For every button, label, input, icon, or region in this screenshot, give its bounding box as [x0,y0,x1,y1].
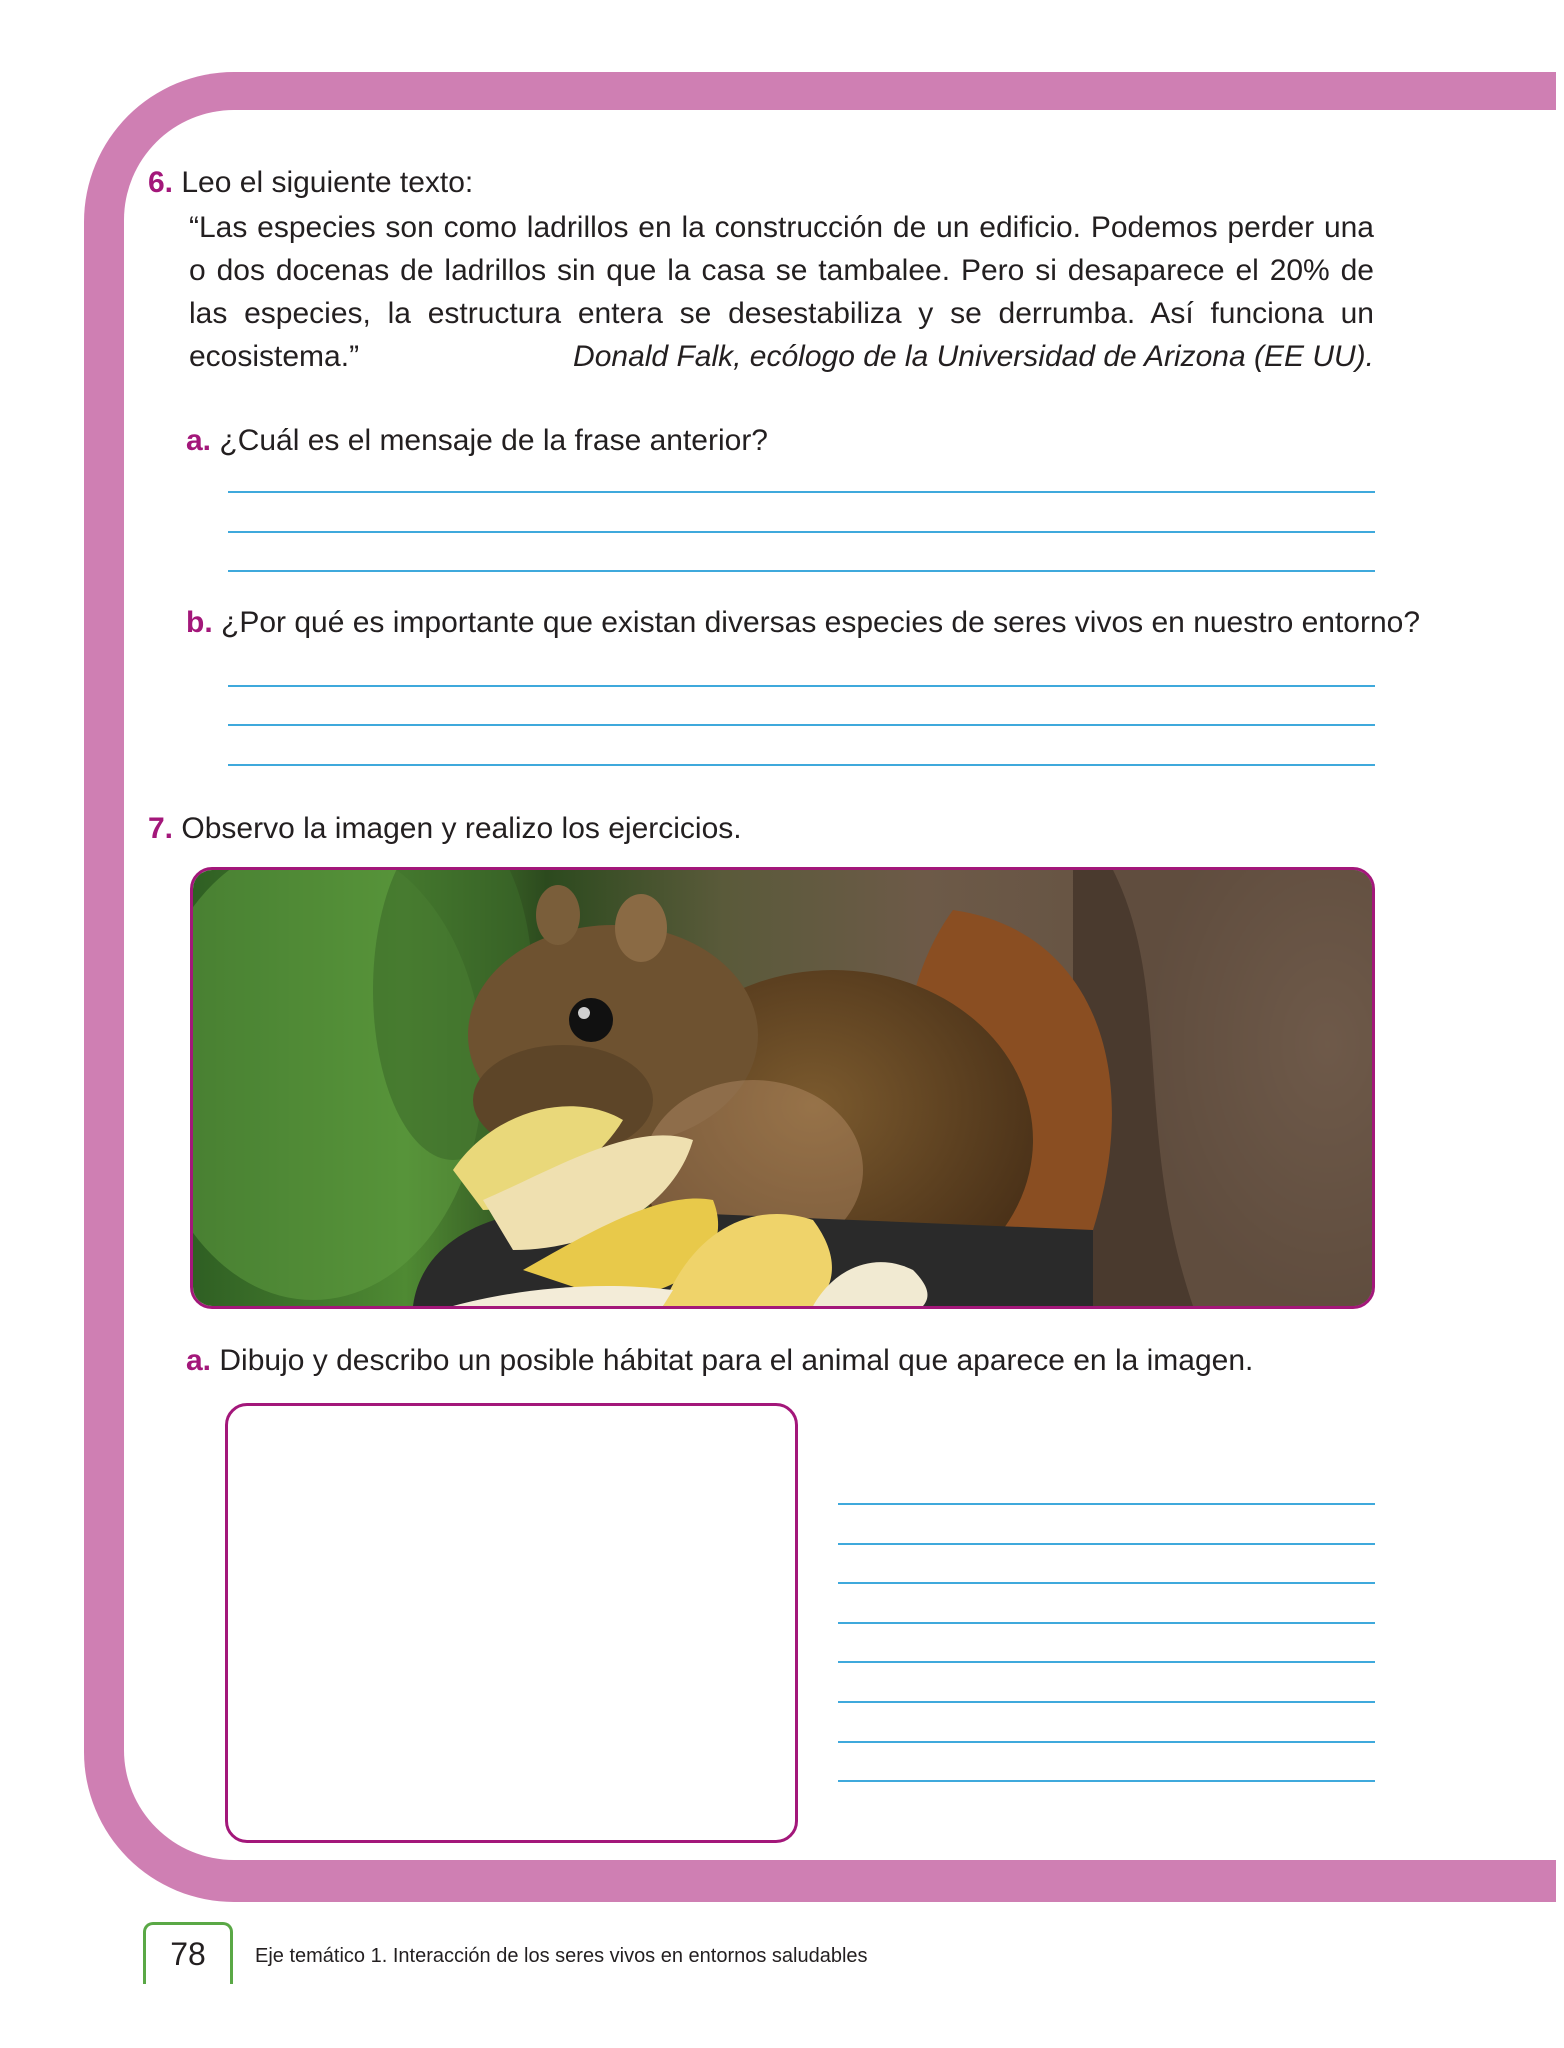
answer-line[interactable] [228,491,1375,493]
answer-line[interactable] [838,1543,1375,1545]
footer-text: Eje temático 1. Interacción de los seres vivos en entornos saludables [255,1945,868,1967]
question-7a-letter: a. [186,1344,212,1377]
answer-line[interactable] [228,685,1375,687]
question-6a-letter: a. [186,424,212,457]
question-7-title: Observo la imagen y realizo los ejercicios. [181,812,742,845]
answer-line[interactable] [228,764,1375,766]
question-6b-text: ¿Por qué es importante que existan diversas especies de seres vivos en nuestro entorno? [221,606,1421,639]
answer-line[interactable] [838,1780,1375,1782]
page-frame-edge [1556,72,1564,1902]
answer-line[interactable] [838,1701,1375,1703]
quote-author: Donald Falk, ecólogo de la Universidad de Arizona (EE UU). [573,340,1374,373]
answer-line[interactable] [838,1741,1375,1743]
answer-line[interactable] [228,570,1375,572]
answer-line[interactable] [228,724,1375,726]
question-6-title: Leo el siguiente texto: [181,166,474,199]
question-6a-text: ¿Cuál es el mensaje de la frase anterior? [219,424,768,457]
answer-line[interactable] [838,1661,1375,1663]
question-6-heading [148,162,473,204]
answer-line[interactable] [228,531,1375,533]
question-7a [186,1340,1253,1382]
drawing-box[interactable] [225,1403,798,1843]
question-6a [186,420,768,462]
page-number: 78 [143,1922,233,1984]
answer-line[interactable] [838,1503,1375,1505]
squirrel-illustration [193,870,1372,1306]
answer-line[interactable] [838,1582,1375,1584]
answer-line[interactable] [838,1622,1375,1624]
question-7-heading [148,808,742,850]
question-6b [186,602,1420,644]
quote-text: “Las especies son como ladrillos en la construcción de un edificio. Podemos perder una o dos docenas de ladrillos sin que la casa se tambalee. Pero si desaparece el 20% de las especies, la estructura entera se desestabiliza y se derrumba. Así funciona un ecosistema.” [189,211,1374,373]
question-7a-text: Dibujo y describo un posible hábitat para el animal que aparece en la imagen. [219,1344,1254,1377]
question-7-number: 7. [148,812,174,845]
question-6-number: 6. [148,166,174,199]
question-6b-letter: b. [186,606,213,639]
squirrel-photo [190,867,1375,1309]
